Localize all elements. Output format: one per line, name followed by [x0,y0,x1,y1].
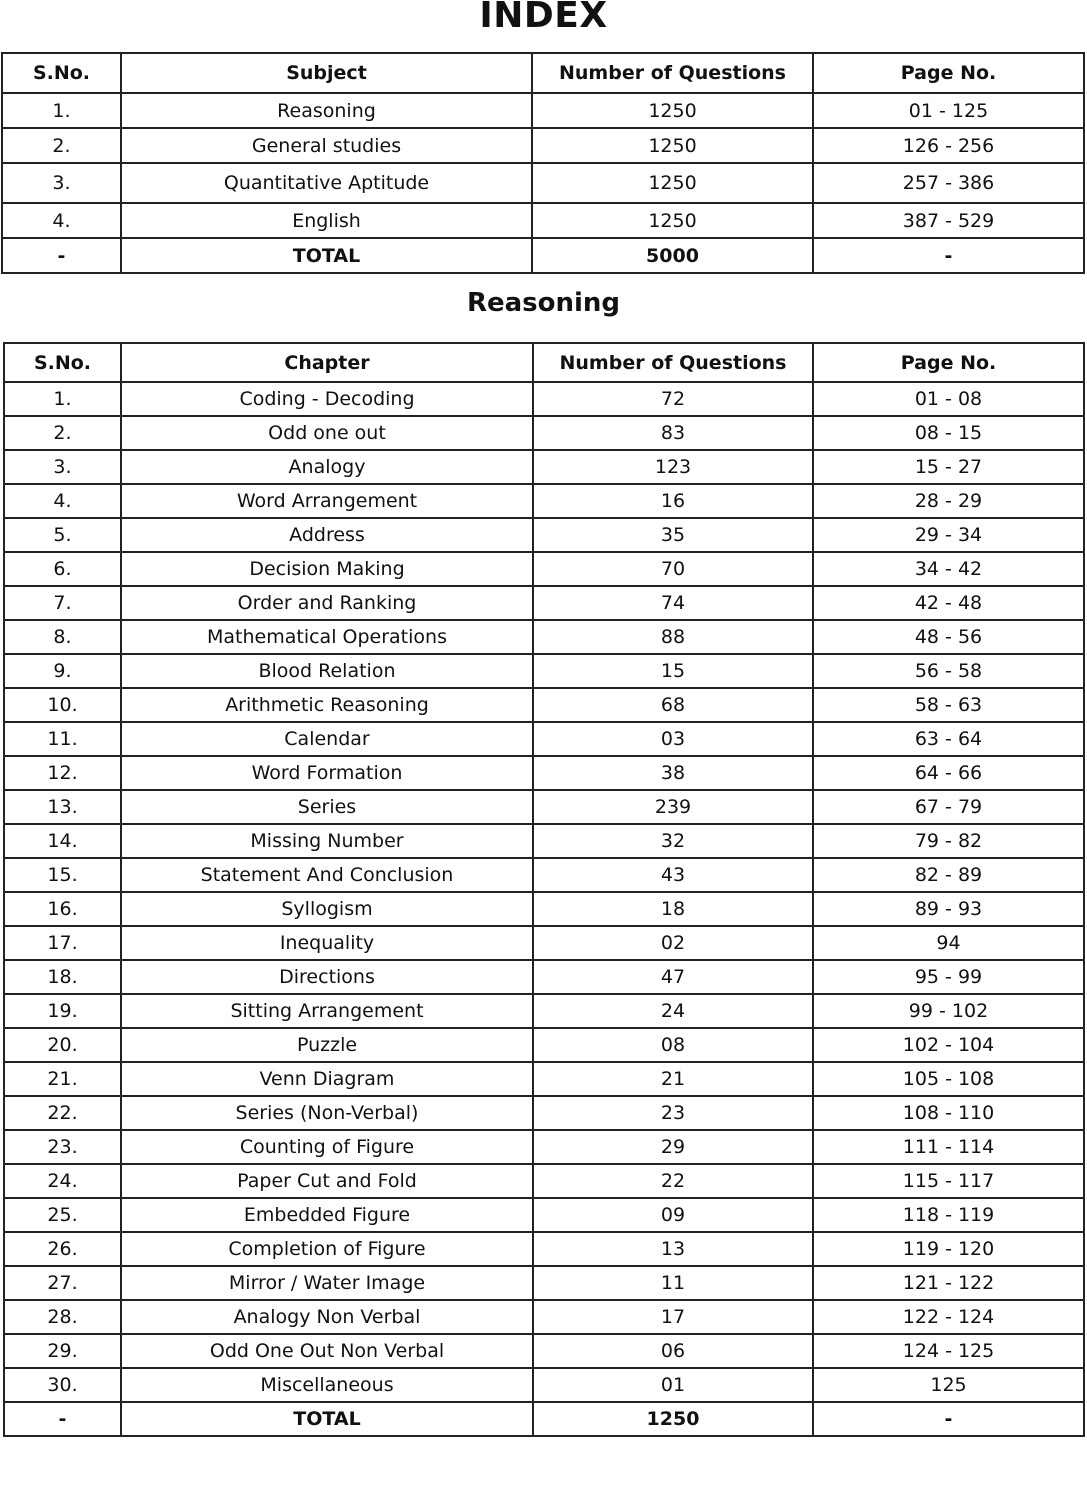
cell-name: Miscellaneous [121,1368,533,1402]
header-page-no: Page No. [813,53,1084,93]
cell-questions: 38 [533,756,813,790]
cell-pages: 387 - 529 [813,203,1084,238]
cell-questions: 08 [533,1028,813,1062]
cell-sno: 6. [4,552,121,586]
cell-pages: 95 - 99 [813,960,1084,994]
table-row [2,203,1084,238]
cell-name: Embedded Figure [121,1198,533,1232]
table-header-row [4,343,1084,382]
table-row [4,790,1084,824]
cell-name: Odd one out [121,416,533,450]
cell-pages: 42 - 48 [813,586,1084,620]
cell-sno: 1. [4,382,121,416]
cell-name: Directions [121,960,533,994]
cell-name: Reasoning [121,93,532,128]
cell-pages: 121 - 122 [813,1266,1084,1300]
table-row [4,926,1084,960]
cell-questions: 70 [533,552,813,586]
cell-sno: 15. [4,858,121,892]
total-row [4,1402,1084,1436]
cell-name: Calendar [121,722,533,756]
cell-pages: 126 - 256 [813,128,1084,163]
cell-questions: 06 [533,1334,813,1368]
cell-sno: 16. [4,892,121,926]
cell-name: Analogy [121,450,533,484]
cell-questions: 32 [533,824,813,858]
cell-pages: 89 - 93 [813,892,1084,926]
cell-name: General studies [121,128,532,163]
header-subject: Subject [121,53,532,93]
cell-questions: 68 [533,688,813,722]
total-cell-name: TOTAL [121,1402,533,1436]
total-cell-pages: - [813,1402,1084,1436]
cell-pages: 257 - 386 [813,163,1084,203]
cell-sno: 9. [4,654,121,688]
cell-sno: 17. [4,926,121,960]
cell-sno: 4. [4,484,121,518]
total-cell-sno: - [2,238,121,273]
table-row [4,620,1084,654]
total-cell-sno: - [4,1402,121,1436]
cell-sno: 27. [4,1266,121,1300]
header-chapter: Chapter [121,343,533,382]
cell-questions: 83 [533,416,813,450]
header-page-no: Page No. [813,343,1084,382]
cell-questions: 18 [533,892,813,926]
cell-sno: 13. [4,790,121,824]
cell-questions: 1250 [532,163,813,203]
cell-questions: 1250 [532,128,813,163]
cell-name: Mirror / Water Image [121,1266,533,1300]
cell-name: Address [121,518,533,552]
cell-questions: 03 [533,722,813,756]
cell-name: Counting of Figure [121,1130,533,1164]
table-row [2,128,1084,163]
cell-pages: 56 - 58 [813,654,1084,688]
cell-questions: 29 [533,1130,813,1164]
cell-sno: 3. [2,163,121,203]
page-title: INDEX [479,0,608,36]
cell-questions: 13 [533,1232,813,1266]
cell-pages: 34 - 42 [813,552,1084,586]
cell-questions: 21 [533,1062,813,1096]
cell-pages: 122 - 124 [813,1300,1084,1334]
table-row [2,163,1084,203]
table-row [4,450,1084,484]
table-row [4,960,1084,994]
cell-sno: 10. [4,688,121,722]
cell-name: Order and Ranking [121,586,533,620]
cell-pages: 64 - 66 [813,756,1084,790]
cell-name: English [121,203,532,238]
cell-sno: 20. [4,1028,121,1062]
cell-sno: 5. [4,518,121,552]
table-row [4,654,1084,688]
table-row [4,1266,1084,1300]
cell-questions: 74 [533,586,813,620]
cell-questions: 1250 [532,203,813,238]
cell-name: Decision Making [121,552,533,586]
cell-pages: 67 - 79 [813,790,1084,824]
cell-pages: 01 - 08 [813,382,1084,416]
header-sno: S.No. [2,53,121,93]
table-row [4,416,1084,450]
cell-pages: 111 - 114 [813,1130,1084,1164]
cell-questions: 1250 [532,93,813,128]
cell-pages: 82 - 89 [813,858,1084,892]
table-row [4,1368,1084,1402]
cell-name: Series [121,790,533,824]
cell-sno: 14. [4,824,121,858]
cell-name: Missing Number [121,824,533,858]
cell-questions: 22 [533,1164,813,1198]
cell-pages: 15 - 27 [813,450,1084,484]
table-row [4,1300,1084,1334]
table-row [4,1130,1084,1164]
cell-pages: 119 - 120 [813,1232,1084,1266]
cell-questions: 09 [533,1198,813,1232]
cell-sno: 2. [2,128,121,163]
total-cell-name: TOTAL [121,238,532,273]
table-row [4,1232,1084,1266]
index-table [1,52,1085,274]
cell-pages: 28 - 29 [813,484,1084,518]
table-row [4,484,1084,518]
cell-pages: 105 - 108 [813,1062,1084,1096]
table-header-row [2,53,1084,93]
cell-name: Blood Relation [121,654,533,688]
cell-name: Mathematical Operations [121,620,533,654]
cell-questions: 15 [533,654,813,688]
cell-name: Puzzle [121,1028,533,1062]
cell-pages: 118 - 119 [813,1198,1084,1232]
cell-name: Sitting Arrangement [121,994,533,1028]
table-row [4,586,1084,620]
table-row [4,1096,1084,1130]
cell-questions: 17 [533,1300,813,1334]
cell-questions: 35 [533,518,813,552]
table-row [4,1198,1084,1232]
cell-pages: 63 - 64 [813,722,1084,756]
cell-questions: 47 [533,960,813,994]
cell-pages: 125 [813,1368,1084,1402]
header-sno: S.No. [4,343,121,382]
cell-sno: 25. [4,1198,121,1232]
cell-sno: 28. [4,1300,121,1334]
cell-name: Word Arrangement [121,484,533,518]
cell-questions: 72 [533,382,813,416]
cell-questions: 43 [533,858,813,892]
table-row [4,552,1084,586]
cell-name: Quantitative Aptitude [121,163,532,203]
cell-pages: 79 - 82 [813,824,1084,858]
total-cell-questions: 1250 [533,1402,813,1436]
cell-pages: 08 - 15 [813,416,1084,450]
cell-questions: 88 [533,620,813,654]
cell-questions: 01 [533,1368,813,1402]
cell-name: Arithmetic Reasoning [121,688,533,722]
table-row [4,722,1084,756]
total-row [2,238,1084,273]
cell-name: Analogy Non Verbal [121,1300,533,1334]
total-cell-questions: 5000 [532,238,813,273]
table-row [4,1062,1084,1096]
cell-questions: 02 [533,926,813,960]
cell-name: Coding - Decoding [121,382,533,416]
table-row [4,824,1084,858]
cell-name: Inequality [121,926,533,960]
cell-pages: 108 - 110 [813,1096,1084,1130]
cell-name: Series (Non-Verbal) [121,1096,533,1130]
table-row [4,382,1084,416]
cell-sno: 22. [4,1096,121,1130]
cell-pages: 99 - 102 [813,994,1084,1028]
cell-sno: 11. [4,722,121,756]
cell-questions: 11 [533,1266,813,1300]
cell-sno: 23. [4,1130,121,1164]
cell-sno: 30. [4,1368,121,1402]
cell-sno: 3. [4,450,121,484]
cell-sno: 19. [4,994,121,1028]
cell-pages: 115 - 117 [813,1164,1084,1198]
cell-questions: 239 [533,790,813,824]
cell-sno: 2. [4,416,121,450]
section-title: Reasoning [466,288,621,318]
table-row [4,858,1084,892]
table-row [4,994,1084,1028]
reasoning-table [3,342,1085,1437]
table-row [4,892,1084,926]
cell-sno: 29. [4,1334,121,1368]
cell-questions: 16 [533,484,813,518]
cell-sno: 8. [4,620,121,654]
cell-pages: 01 - 125 [813,93,1084,128]
cell-pages: 48 - 56 [813,620,1084,654]
table-row [2,93,1084,128]
cell-sno: 4. [2,203,121,238]
cell-pages: 94 [813,926,1084,960]
cell-sno: 26. [4,1232,121,1266]
table-row [4,518,1084,552]
table-row [4,688,1084,722]
table-row [4,1028,1084,1062]
cell-questions: 23 [533,1096,813,1130]
table-row [4,1164,1084,1198]
cell-name: Paper Cut and Fold [121,1164,533,1198]
cell-name: Odd One Out Non Verbal [121,1334,533,1368]
cell-sno: 7. [4,586,121,620]
header-number-of-questions: Number of Questions [533,343,813,382]
cell-questions: 24 [533,994,813,1028]
cell-name: Venn Diagram [121,1062,533,1096]
table-row [4,1334,1084,1368]
cell-sno: 1. [2,93,121,128]
header-number-of-questions: Number of Questions [532,53,813,93]
cell-name: Word Formation [121,756,533,790]
cell-sno: 21. [4,1062,121,1096]
cell-questions: 123 [533,450,813,484]
total-cell-pages: - [813,238,1084,273]
cell-sno: 18. [4,960,121,994]
cell-name: Statement And Conclusion [121,858,533,892]
table-row [4,756,1084,790]
cell-pages: 29 - 34 [813,518,1084,552]
cell-pages: 102 - 104 [813,1028,1084,1062]
cell-pages: 58 - 63 [813,688,1084,722]
cell-pages: 124 - 125 [813,1334,1084,1368]
cell-sno: 24. [4,1164,121,1198]
cell-name: Syllogism [121,892,533,926]
cell-sno: 12. [4,756,121,790]
cell-name: Completion of Figure [121,1232,533,1266]
